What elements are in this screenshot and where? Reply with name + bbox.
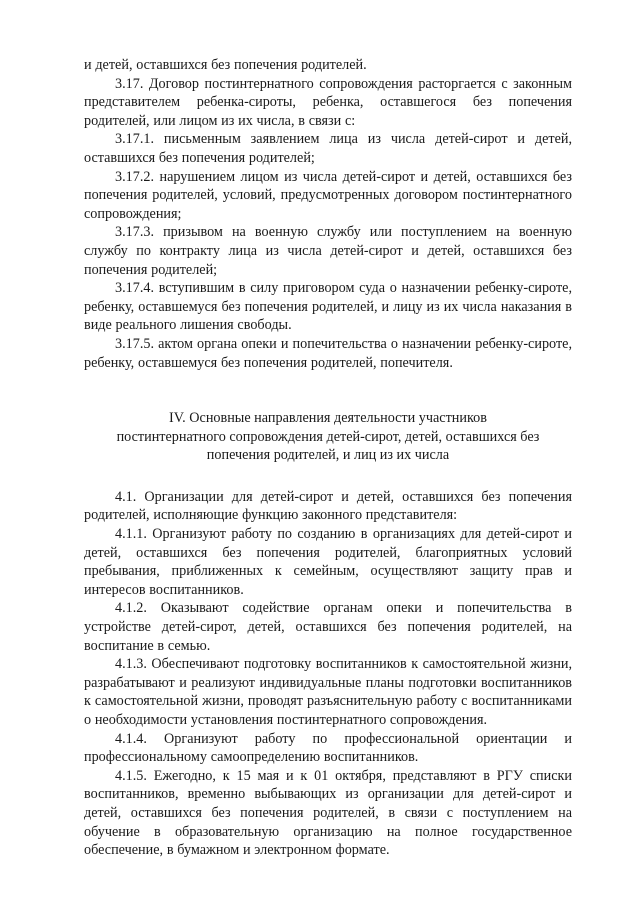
section4-heading-line3: попечения родителей, и лиц из их числа [206,447,450,464]
paragraph-3-17: 3.17. Договор постинтернатного сопровождения расторгается с законным представителем ребенка-сироты, ребенка, оставшегося без попечения родителей, или лицом из их числа, в связи с: [84,75,572,129]
paragraph-3-17-2: 3.17.2. нарушением лицом из числа детей-сирот и детей, оставшихся без попечения родителей, условий, предусмотренных договором постинтернатного сопровождения; [84,168,572,222]
paragraph-4-1-2: 4.1.2. Оказывают содействие органам опеки и попечительства в устройстве детей-сирот, детей, оставшихся без попечения родителей, на воспитание в семью. [84,600,572,654]
paragraph-section3-continuation: и детей, оставшихся без попечения родителей. [84,57,367,73]
section4-heading [84,409,572,465]
paragraph-4-1-3: 4.1.3. Обеспечивают подготовку воспитанников к самостоятельной жизни, разрабатывают и реализуют индивидуальные планы подготовки воспитанников к самостоятельной жизни, проводят разъяснительную работу с воспитанниками о необходимости установления постинтернатного сопровождения. [84,656,572,728]
paragraph-4-1-4: 4.1.4. Организуют работу по профессиональной ориентации и профессиональному самоопределению воспитанников. [84,730,572,766]
paragraph-4-1: 4.1. Организации для детей-сирот и детей, оставшихся без попечения родителей, исполняющие функцию законного представителя: [84,488,572,524]
paragraph-3-17-3: 3.17.3. призывом на военную службу или поступлением на военную службу по контракту лица из числа детей-сирот и детей, оставшихся без попечения родителей; [84,224,572,278]
heading-spacer [84,465,572,488]
section-spacer [84,372,572,409]
paragraph-4-1-5: 4.1.5. Ежегодно, к 15 мая и к 01 октября, представляют в РГУ списки воспитанников, временно выбывающих из организации для детей-сирот и детей, оставшихся без попечения родителей, в связи с поступлением на обучение в образовательную организацию на полное государственное обеспечение, в бумажном и электронном формате. [84,767,572,859]
section4-heading-line1: IV. Основные направления деятельности участников [169,410,487,427]
paragraph-3-17-5: 3.17.5. актом органа опеки и попечительства о назначении ребенку-сироте, ребенку, оставшемуся без попечения родителей, попечителя. [84,335,572,371]
section4-heading-line2: постинтернатного сопровождения детей-сирот, детей, оставшихся без [116,428,540,445]
paragraph-3-17-1: 3.17.1. письменным заявлением лица из числа детей-сирот и детей, оставшихся без попечения родителей; [84,131,572,166]
paragraph-4-1-1: 4.1.1. Организуют работу по созданию в организациях для детей-сирот и детей, оставшихся без попечения родителей, благоприятных условий пребывания, приближенных к семейным, осуществляют защиту прав и интересов воспитанников. [84,526,572,598]
paragraph-3-17-4: 3.17.4. вступившим в силу приговором суда о назначении ребенку-сироте, ребенку, оставшемуся без попечения родителей, и лицу из их числа наказания в виде реального лишения свободы. [84,280,572,334]
